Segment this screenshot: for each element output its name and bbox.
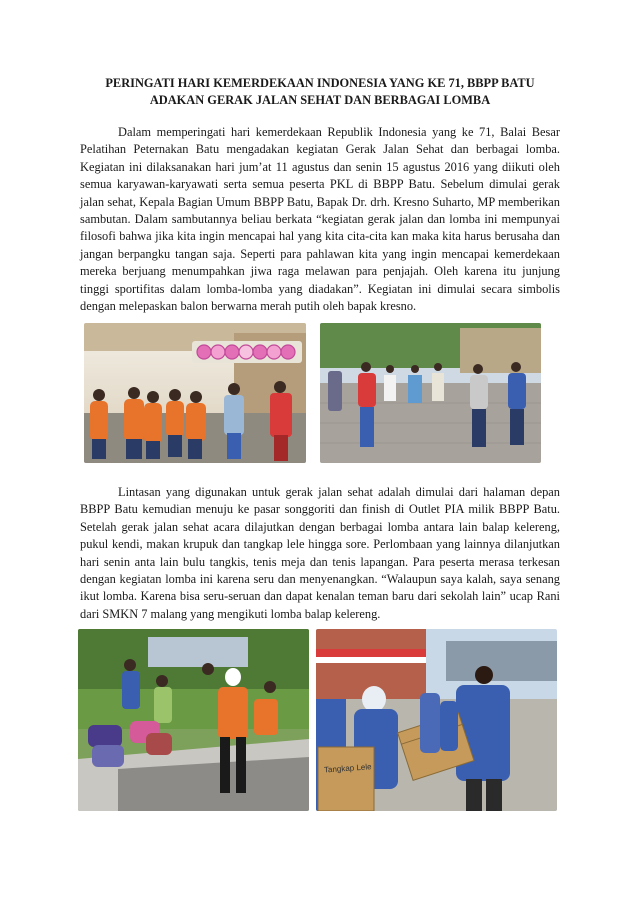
photo-marble-race: [78, 629, 309, 811]
article-paragraph-1: Dalam memperingati hari kemerdekaan Republik Indonesia yang ke 71, Balai Besar Pelatihan Peternakan Batu mengadakan kegiatan Gerak Jalan Sehat dan berbagai lomba. Kegiatan ini dilaksanakan hari jum’at 11 agustus dan senin 15 agustus 2016 yang diikuti oleh semua karyawan-karyawati serta semua peserta PKL di BBPP Batu. Sebelum dimulai gerak jalan sehat, Kepala Bagian Umum BBPP Batu, Bapak Dr. drh. Kresno Suharto, MP memberikan sambutan. Dalam sambutannya beliau berkata “kegiatan gerak jalan dan lomba ini mempunyai filosofi bahwa jika kita ingin mencapai hal yang kita cita-cita kan maka kita harus berusaha dan jangan berpangku tangan saja. Seperti para pahlawan kita yang ingin mencapai kemerdekaan mereka berjuang menumpahkan jiwa raga melawan para penjajah. Oleh karena itu junjung tinggi sportifitas dalam lomba-lomba yang diadakan”. Kegiatan ini dimulai secara simbolis dengan melepaskan balon berwarna merah putih oleh bapak kresno.: [80, 125, 560, 314]
box-label-text: Tangkap Lele: [323, 762, 372, 775]
photo-walk-start-image: [320, 323, 541, 463]
photo-marble-race-image: [78, 629, 309, 811]
photo-opening-ceremony: [84, 323, 306, 463]
photo-opening-ceremony-image: [84, 323, 306, 463]
photo-catch-catfish: [316, 629, 557, 811]
photo-walk-start: [320, 323, 541, 463]
article-paragraph-2: Lintasan yang digunakan untuk gerak jalan sehat adalah dimulai dari halaman depan BBPP Batu kemudian menuju ke pasar songgoriti dan finish di Outlet PIA milik BBPP Batu. Setelah gerak jalan sehat acara dilajutkan dengan berbagai lomba antara lain balap kelereng, pukul kendi, makan krupuk dan tangkap lele hingga sore. Perlombaan yang lainnya dilanjutkan hari senin anta lain bulu tangkis, tenis meja dan tenis lapangan. Para peserta merasa terkesan dengan kegiatan lomba ini karena seru dan menyenangkan. “Walaupun saya kalah, saya senang ikut lomba. Karena bisa seru-seruan dan dapat kenalan teman baru dari sekolah lain” ucap Rani dari SMKN 7 malang yang mengikuti lomba balap kelereng.: [80, 485, 560, 621]
photo-catch-catfish-image: [316, 629, 557, 811]
article-title: PERINGATI HARI KEMERDEKAAN INDONESIA YANG KE 71, BBPP BATU ADAKAN GERAK JALAN SEHAT DAN BERBAGAI LOMBA: [105, 76, 535, 107]
